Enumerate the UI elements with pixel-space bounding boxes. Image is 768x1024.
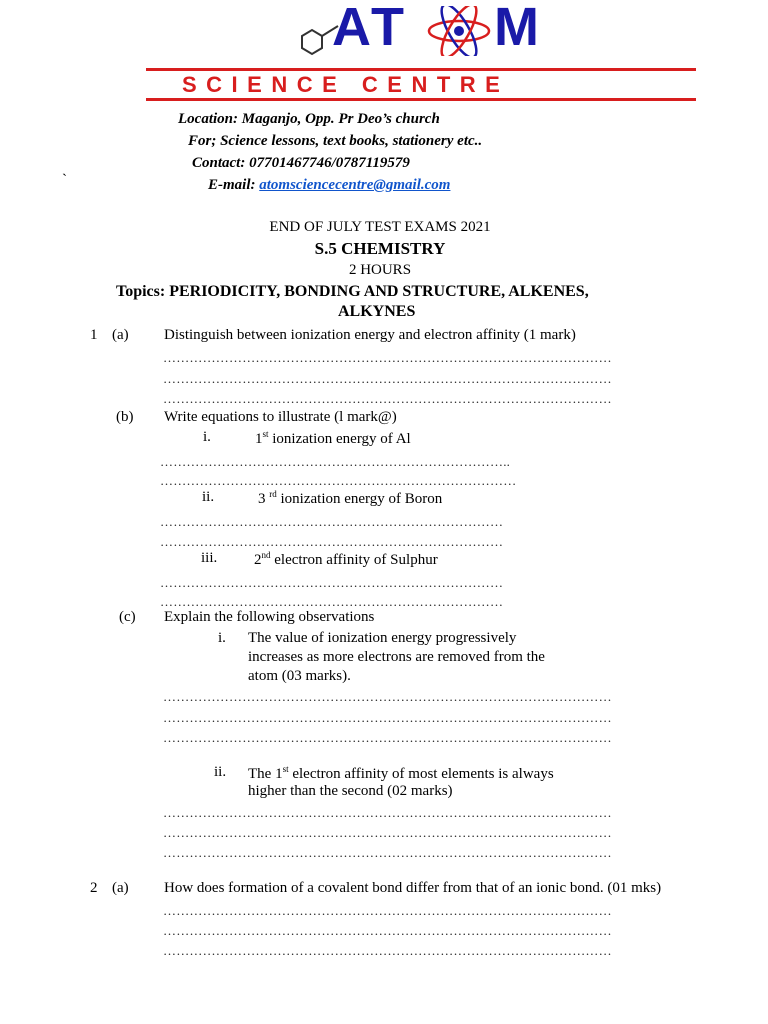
benzene-ring-icon — [302, 30, 322, 54]
answer-line[interactable]: ………………………………………………………………………………………… — [163, 710, 612, 725]
subpart-label: i. — [203, 429, 211, 445]
logo-letters-at: AT — [332, 0, 408, 57]
topics-line-2: ALKYNES — [338, 303, 416, 320]
answer-line[interactable]: ………………………………………………………………………………………… — [163, 371, 612, 386]
ordinal-number: 3 — [258, 491, 270, 507]
subpart-label: ii. — [214, 764, 227, 780]
contact-location: Location: Maganjo, Opp. Pr Deo’s church — [178, 111, 440, 127]
question-1b-i-text — [255, 429, 411, 448]
stray-mark: ` — [62, 172, 67, 188]
answer-line[interactable]: ………………………………………………………………………………………… — [163, 825, 612, 840]
answer-line[interactable]: ………………………………………………………………………………………… — [163, 805, 612, 820]
logo-subtitle: SCIENCE CENTRE — [182, 72, 510, 97]
logo-bottom-rule — [146, 98, 696, 101]
part-label: (b) — [116, 409, 134, 425]
answer-line[interactable]: …………………………………………………………………… — [160, 575, 504, 590]
answer-line[interactable]: ………………………………………………………………………………………… — [163, 903, 612, 918]
answer-line[interactable]: ………………………………………………………………………………………… — [163, 845, 612, 860]
exam-duration: 2 HOURS — [348, 262, 412, 278]
answer-line[interactable]: ………………………………………………………………………………………… — [163, 923, 612, 938]
question-1a-text: Distinguish between ionization energy and electron affinity (1 mark) — [164, 327, 576, 343]
email-label: E-mail: — [208, 177, 256, 193]
question-2a-text: How does formation of a covalent bond differ from that of an ionic bond. (01 mks) — [164, 880, 662, 896]
answer-line[interactable]: …………………………………………………………………….. — [160, 454, 511, 469]
subpart-text: The 1 — [248, 766, 283, 782]
question-number: 2 — [90, 880, 98, 896]
part-label: (c) — [119, 609, 136, 625]
subpart-text: electron affinity of Sulphur — [270, 552, 438, 568]
question-1c-i-line-2: increases as more electrons are removed from the — [248, 649, 545, 665]
ordinal-suffix: st — [262, 429, 269, 439]
atom-orbit-icon — [426, 6, 492, 56]
topics-line-1: Topics: PERIODICITY, BONDING AND STRUCTURE, ALKENES, — [116, 283, 589, 300]
ordinal-number: 2 — [254, 552, 262, 568]
logo-letter-m: M — [494, 0, 539, 57]
subpart-label: iii. — [201, 550, 218, 566]
question-1c-ii-line-2: higher than the second (02 marks) — [248, 783, 453, 799]
contact-services: For; Science lessons, text books, stationery etc.. — [188, 133, 483, 149]
question-1c-i-line-1: The value of ionization energy progressively — [248, 630, 517, 646]
ordinal-suffix: st — [282, 764, 289, 774]
part-label: (a) — [112, 327, 129, 343]
subpart-text: ionization energy of Al — [268, 431, 411, 447]
logo-top-rule — [146, 68, 696, 71]
subpart-text: electron affinity of most elements is always — [288, 766, 554, 782]
answer-line[interactable]: ………………………………………………………………………………………… — [163, 730, 612, 745]
contact-email — [208, 177, 450, 194]
subpart-label: ii. — [202, 489, 215, 505]
ordinal-suffix: nd — [261, 550, 271, 560]
subpart-text: ionization energy of Boron — [276, 491, 443, 507]
email-link[interactable]: atomsciencecentre@gmail.com — [259, 177, 451, 193]
subject-title: S.5 CHEMISTRY — [314, 239, 446, 258]
question-1b-iii-text — [254, 550, 438, 569]
question-1c-i-line-3: atom (03 marks). — [248, 668, 351, 684]
part-label: (a) — [112, 880, 129, 896]
question-1c-ii-line-1 — [248, 764, 554, 783]
answer-line[interactable]: ……………………………………………………………………… — [160, 473, 517, 488]
subpart-label: i. — [218, 630, 226, 646]
ordinal-number: 1 — [255, 431, 263, 447]
ordinal-suffix: rd — [269, 489, 277, 499]
answer-line[interactable]: …………………………………………………………………… — [160, 534, 504, 549]
answer-line[interactable]: ………………………………………………………………………………………… — [163, 943, 612, 958]
contact-phone: Contact: 07701467746/0787119579 — [192, 155, 410, 171]
question-1c-text: Explain the following observations — [164, 609, 375, 625]
exam-title: END OF JULY TEST EXAMS 2021 — [269, 219, 491, 235]
answer-line[interactable]: ………………………………………………………………………………………… — [163, 391, 612, 406]
question-1b-ii-text — [258, 489, 442, 508]
question-1b-text: Write equations to illustrate (l mark@) — [164, 409, 397, 425]
answer-line[interactable]: …………………………………………………………………… — [160, 514, 504, 529]
answer-line[interactable]: ………………………………………………………………………………………… — [163, 350, 612, 365]
answer-line[interactable]: …………………………………………………………………… — [160, 594, 504, 609]
question-number: 1 — [90, 327, 98, 343]
answer-line[interactable]: ………………………………………………………………………………………… — [163, 689, 612, 704]
